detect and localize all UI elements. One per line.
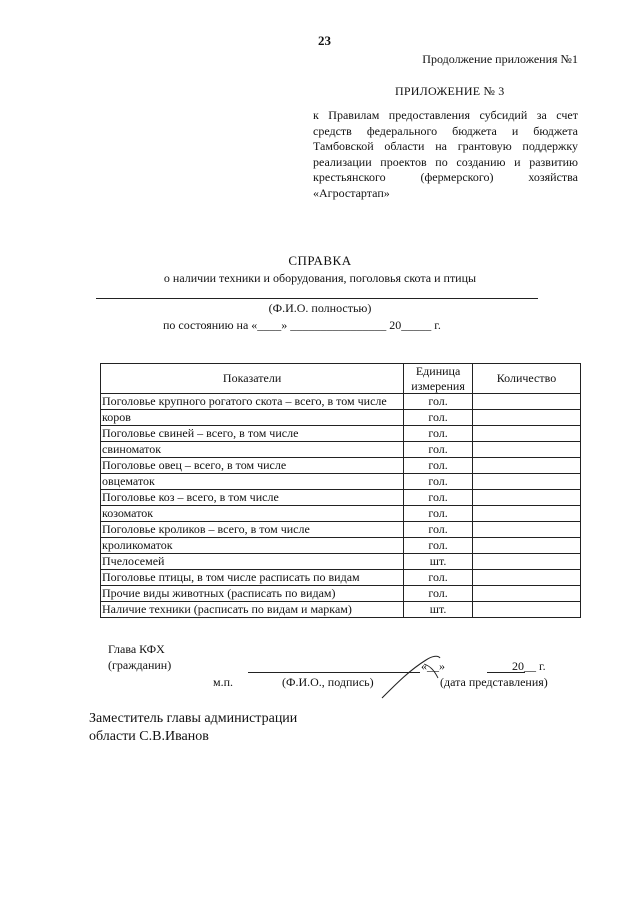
row-indicator: Поголовье коз – всего, в том числе [101,490,404,506]
table-row [101,570,581,586]
seal-place: м.п. [213,675,234,689]
row-unit: гол. [404,394,473,410]
row-quantity [472,410,580,426]
appendix-line: средств федерального бюджета и бюджета [313,123,578,138]
row-indicator: Поголовье свиней – всего, в том числе [101,426,404,442]
row-unit: гол. [404,410,473,426]
row-indicator: Поголовье овец – всего, в том числе [101,458,404,474]
fio-underline [96,298,538,299]
row-unit: гол. [404,506,473,522]
table-row [101,506,581,522]
row-unit: гол. [404,490,473,506]
row-indicator: козоматок [101,506,404,522]
row-quantity [472,506,580,522]
row-unit: шт. [404,554,473,570]
row-indicator: Поголовье кроликов – всего, в том числе [101,522,404,538]
continuation-note: Продолжение приложения №1 [422,52,578,66]
row-unit: гол. [404,586,473,602]
deputy-title: Заместитель главы администрации [89,711,298,726]
page-number: 23 [318,33,331,48]
row-unit: гол. [404,458,473,474]
fio-caption: (Ф.И.О. полностью) [268,301,372,315]
row-indicator: Пчелосемей [101,554,404,570]
row-quantity [472,394,580,410]
row-quantity [472,458,580,474]
handwritten-signature [380,652,450,702]
header-unit: Единица измерения [404,364,473,394]
appendix-title: ПРИЛОЖЕНИЕ № 3 [395,84,505,98]
row-indicator: овцематок [101,474,404,490]
row-unit: гол. [404,442,473,458]
row-quantity [472,554,580,570]
table-header-row [101,364,581,394]
row-quantity [472,522,580,538]
row-indicator: Наличие техники (расписать по видам и маркам) [101,602,404,618]
document-subtitle: о наличии техники и оборудования, поголовья скота и птицы [163,271,477,285]
table-row [101,410,581,426]
table-row [101,490,581,506]
document-title: СПРАВКА [288,253,352,268]
header-quantity: Количество [472,364,580,394]
table-row [101,442,581,458]
row-unit: гол. [404,474,473,490]
appendix-line: к Правилам предоставления субсидий за счет [313,108,578,122]
row-quantity [472,602,580,618]
table-row [101,538,581,554]
head-role-line: Глава КФХ [108,642,165,656]
table-row [101,426,581,442]
appendix-description [313,108,578,201]
row-quantity [472,586,580,602]
table-row [101,458,581,474]
row-indicator: коров [101,410,404,426]
row-quantity [472,490,580,506]
table-row [101,522,581,538]
row-unit: гол. [404,426,473,442]
signature-caption: (Ф.И.О., подпись) [282,675,374,689]
table-row [101,554,581,570]
table-row [101,602,581,618]
row-indicator: Прочие виды животных (расписать по видам) [101,586,404,602]
date-caption: (дата представления) [440,675,548,689]
date-day-field: «__» [421,659,445,673]
row-indicator: свиноматок [101,442,404,458]
deputy-name: области С.В.Иванов [89,729,209,744]
row-quantity [472,538,580,554]
row-unit: гол. [404,538,473,554]
row-quantity [472,570,580,586]
row-quantity [472,426,580,442]
row-unit: шт. [404,602,473,618]
appendix-line: реализации проектов по созданию и развитию [313,154,578,169]
row-unit: гол. [404,522,473,538]
appendix-line: Тамбовской области на грантовую поддержку [313,139,578,153]
table-row [101,474,581,490]
deputy-signoff [89,710,297,746]
row-indicator: кроликоматок [101,538,404,554]
head-role-line: (гражданин) [108,658,172,672]
livestock-equipment-table [100,363,581,618]
header-indicator: Показатели [101,364,404,394]
table-row [101,586,581,602]
as-of-date-line: по состоянию на «____» ________________ 20_____ г. [163,318,441,332]
appendix-line: крестьянского (фермерского) хозяйства [313,170,578,184]
table-row [101,394,581,410]
head-role [108,641,171,673]
row-indicator: Поголовье птицы, в том числе расписать по видам [101,570,404,586]
row-unit: гол. [404,570,473,586]
appendix-line: «Агростартап» [313,185,390,200]
row-quantity [472,442,580,458]
row-quantity [472,474,580,490]
row-indicator: Поголовье крупного рогатого скота – всего, в том числе [101,394,404,410]
date-year-field: 20__ г. [512,659,546,673]
